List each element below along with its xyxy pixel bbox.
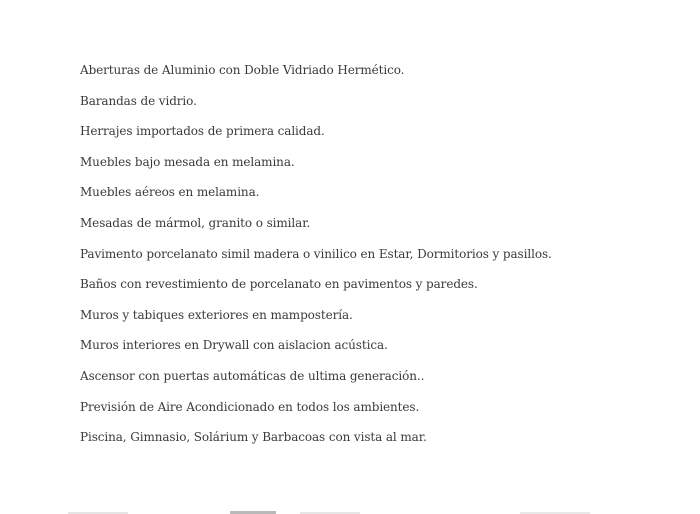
feature-item: Muebles aéreos en melamina. bbox=[80, 185, 260, 200]
feature-item: Barandas de vidrio. bbox=[80, 93, 197, 108]
feature-item: Baños con revestimiento de porcelanato en pavimentos y paredes. bbox=[80, 277, 478, 292]
feature-item: Herrajes importados de primera calidad. bbox=[80, 124, 325, 139]
feature-item: Muros y tabiques exteriores en mampostería. bbox=[80, 307, 353, 322]
feature-item: Previsión de Aire Acondicionado en todos los ambientes. bbox=[80, 399, 420, 414]
feature-item: Mesadas de mármol, granito o similar. bbox=[80, 215, 311, 230]
feature-item: Piscina, Gimnasio, Solárium y Barbacoas con vista al mar. bbox=[80, 430, 427, 445]
feature-item: Ascensor con puertas automáticas de ultima generación.. bbox=[80, 368, 425, 383]
feature-item: Pavimento porcelanato simil madera o vinilico en Estar, Dormitorios y pasillos. bbox=[80, 246, 552, 261]
feature-item: Aberturas de Aluminio con Doble Vidriado Hermético. bbox=[80, 63, 405, 77]
feature-item: Muros interiores en Drywall con aislacion acústica. bbox=[80, 338, 388, 353]
cropped-bottom-content bbox=[0, 508, 700, 514]
features-list bbox=[80, 61, 552, 459]
feature-item: Muebles bajo mesada en melamina. bbox=[80, 154, 295, 169]
